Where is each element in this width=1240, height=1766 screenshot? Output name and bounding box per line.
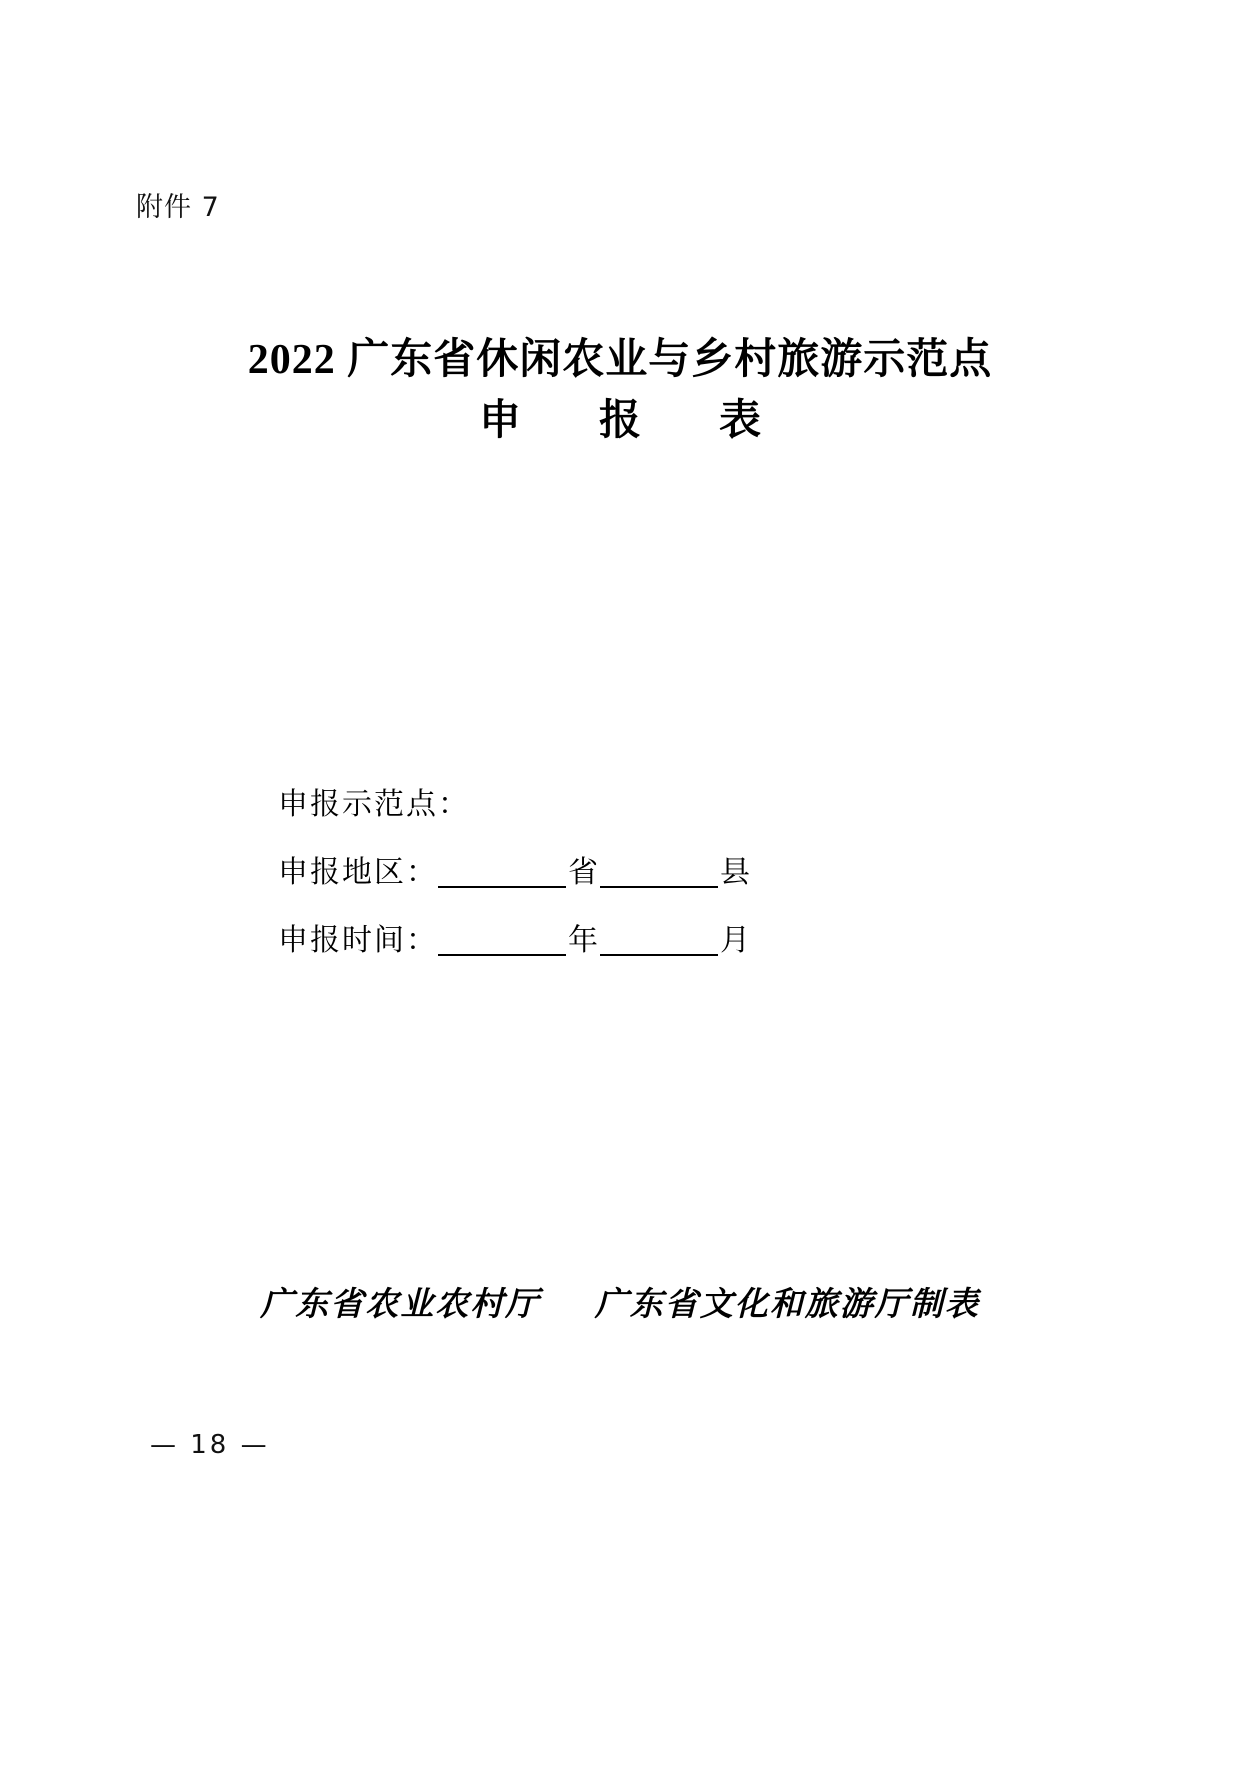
- region-province-unit: 省: [568, 856, 598, 889]
- field-row-date: [278, 916, 752, 956]
- date-year-unit: 年: [568, 924, 598, 957]
- region-county-unit: 县: [720, 856, 750, 889]
- field-label-site: 申报示范点：: [278, 788, 470, 821]
- page-title-line-1: 2022 广东省休闲农业与乡村旅游示范点: [247, 337, 993, 383]
- page-number: — 18 —: [150, 1430, 270, 1460]
- date-month-unit: 月: [720, 924, 750, 957]
- issuing-organizations: [0, 1278, 1240, 1325]
- page-title: [0, 330, 1240, 452]
- field-label-date: 申报时间：: [278, 924, 438, 957]
- application-fields: [278, 780, 752, 984]
- field-row-region: [278, 848, 752, 888]
- date-year-blank[interactable]: [438, 928, 566, 956]
- attachment-label: 附件 7: [136, 192, 220, 223]
- issuing-organization-left: 广东省农业农村厅: [260, 1287, 541, 1323]
- field-label-region: 申报地区：: [278, 856, 438, 889]
- page-title-line-2: 申 报 表: [478, 397, 779, 444]
- date-month-blank[interactable]: [600, 928, 718, 956]
- field-row-site: [278, 780, 752, 820]
- region-county-blank[interactable]: [600, 860, 718, 888]
- region-province-blank[interactable]: [438, 860, 566, 888]
- issuing-organization-right: 广东省文化和旅游厅制表: [594, 1287, 980, 1323]
